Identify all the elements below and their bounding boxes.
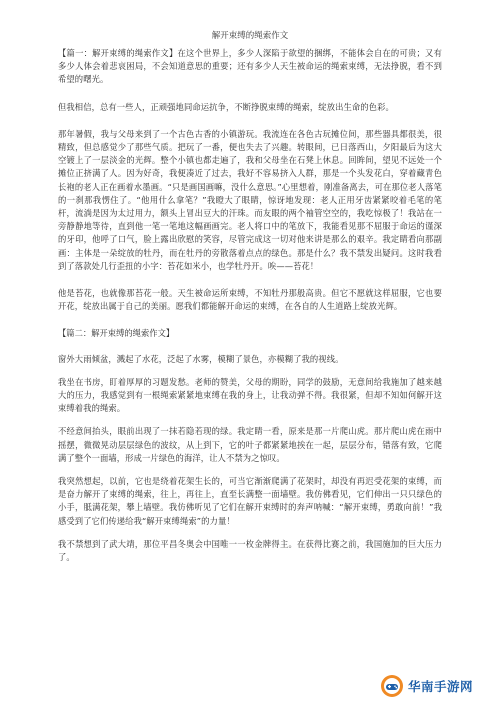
section-heading: 【篇二：解开束缚的绳索作文】 [58,328,175,339]
paragraph: 但我相信，总有一些人，正顽强地同命运抗争，不断挣脱束缚的绳索，绽放出生命的色彩。 [58,101,394,112]
paragraph: 我不禁想到了武大靖，那位平昌冬奥会中国唯一一枚金牌得主。在获得比赛之前，我国施加的巨大压力了。 [58,538,442,563]
watermark-text: 华南手游网 [408,679,474,694]
paragraph: 那年暑假，我与父母来到了一个古色古香的小镇游玩。我流连在各色古玩摊位间，那些器具都很美，很精致，但总感觉少了那些气质。把玩了一番，便也失去了兴趣。转眼间，已日落西山，夕阳最后为这大空镀上了一层淡金的光辉。整个小镇也都走遍了，我和父母坐在石凳上休息。回眸间，望见不远处一个摊位正挤满了人。因为好奇，我便凑近了过去，我好不容易挤入人群，那是一个头发花白，穿着藏青色长袍的老人正在画着水墨画。“只是画国画嘛，没什么意思。”心里想着，刚准备离去，可在那位老人落笔的一刹那我愣住了。“他用什么拿笔？”我瞪大了眼睛，惊讶地发现：老人正用牙齿紧紧咬着毛笔的笔杆，流淌是因为太过用力，额头上冒出豆大的汗珠。而友眼的两个袖管空空的，我吃惊极了！我站在一旁静静地等待，直到他一笔一笔地这幅画画完。老人将口中的笔放下，我能看见那不屈服于命运的谨深的牙印，他呼了口气，脸上露出欣慰的笑容，尽管完成这一切对他来讲是那么的艰辛。我定睛看向那副画：主体是一朵绽放的牡丹，而在牡丹的旁散落着点点的绿色。那是什么？我不禁发出疑问。这时我看到了落款处几行歪扭的小字：苔花如米小，也学牡丹开。唉——苔花！ [58,128,442,271]
paragraph: 【篇一：解开束缚的绳索作文】在这个世界上，多少人深陷于欲望的捆绑，不能体会自在的可贵；又有多少人体会着悲哀困局，不会知道意思的重要；还有多少人天生被命运的绳索束缚，无法挣脱，看不到希望的曙光。 [58,48,442,85]
paragraph: 窗外大雨倾盆，溅起了水花，泛起了水雾，模糊了景色，亦模糊了我的视线。 [58,353,344,364]
paragraph: 不经意间抬头，眼前出现了一抹若隐若现的绿。我定睛一看，原来是那一片爬山虎。那片爬山虎在雨中摇摆，微微晃动层层绿色的波纹，从上到下，它的叶子都紧紧地挨在一起，层层分布，错落有致，它爬满了整个一面墙，形成一片绿色的海洋，让人不禁为之惊叹。 [58,426,442,463]
game-controller-logo-icon [380,674,404,698]
site-watermark [380,673,490,699]
paragraph: 我突然想起，以前，它也是绕着花架生长的，可当它渐渐爬满了花架时，却没有再迟受花架的束缚，而是奋力解开了束缚的绳索，往上，再往上，直至长满整一面墙壁。我仿佛看见，它们伸出一只只绿色的小手，胝满花架，攀上墙壁。我仿佛听见了它们在解开束缚时的奔声呐喊：“解开束缚，勇敢向前！”我感受到了它们传递给我“解开束缚绳索”的力量！ [58,476,442,526]
document-title: 解开束缚的绳索作文 [211,31,289,41]
paragraph: 他是苔花，也就像那苔花一般。天生被命运所束缚，不知牡丹那般高贵。但它不愿就这样屈服，它也要开花，绽放出属于自己的美丽。愿我们都能解开命运的束缚，在各自的人生道路上绽放光辉。 [58,288,442,312]
paragraph: 我坐在书房，盯着厚厚的习题发愁。老师的赞美，父母的期盼，同学的鼓励，无意间给我施加了越来越大的压力，我感觉到有一根绳索紧紧地束缚在我的身上，让我动弹不得。我很紧，但却不知如何解开这束缚着我的绳索。 [58,376,442,414]
